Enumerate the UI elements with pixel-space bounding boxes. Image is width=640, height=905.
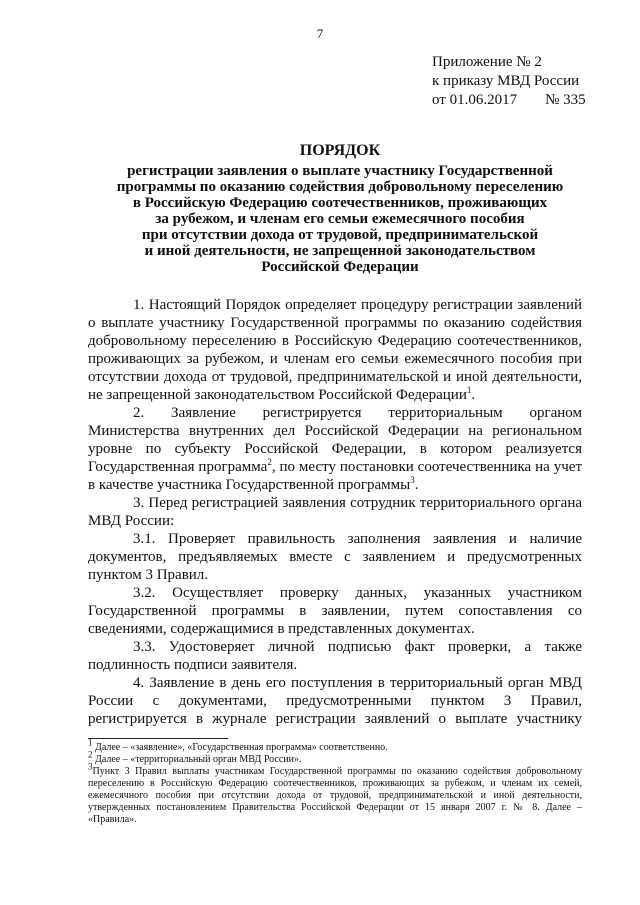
approval-order: к приказу МВД России xyxy=(432,73,580,89)
footnote-2 xyxy=(88,749,582,766)
footnote-2-text: Далее – «территориальный орган МВД России». xyxy=(92,754,302,765)
paragraph-4: 4. Заявление в день его поступления в территориальный орган МВД России с документами, предусмотренными пунктом 3 Правил, регистрируется в журнале регистрации заявлений о выплате участнику xyxy=(88,675,582,727)
paragraph-3-2: 3.2. Осуществляет проверку данных, указанных участником Государственной программы в заявлении, путем сопоставления со сведениями, содержащимися в представленных документах. xyxy=(88,585,582,637)
footnote-3 xyxy=(88,761,582,826)
footnote-ref-2: 2 xyxy=(267,457,272,467)
approval-number: № 335 xyxy=(545,92,586,108)
approval-date: от 01.06.2017 xyxy=(432,92,518,108)
paragraph-1-end: . xyxy=(471,387,476,403)
page-number: 7 xyxy=(316,26,324,41)
approval-appendix: Приложение № 2 xyxy=(432,54,542,70)
title-line: при отсутствии дохода от трудовой, предпринимательской xyxy=(141,227,539,243)
footnote-ref-3: 3 xyxy=(410,475,415,485)
title-line: и иной деятельности, не запрещенной законодательством xyxy=(144,243,536,259)
title-main: ПОРЯДОК xyxy=(299,142,381,159)
footnote-1-text: Далее – «заявление», «Государственная программа» соответственно. xyxy=(92,742,388,753)
approval-block xyxy=(432,53,632,110)
footnote-1 xyxy=(88,737,582,754)
paragraph-3-3: 3.3. Удостоверяет личной подписью факт проверки, а также подлинность подписи заявителя. xyxy=(88,639,582,673)
approval-date-number xyxy=(432,91,632,110)
footnote-divider xyxy=(88,738,228,739)
title-line: за рубежом, и членам его семьи ежемесячного пособия xyxy=(155,211,525,227)
paragraph-2-mid: , по месту постановки соотечественника на учет в качестве участника Государственной программы xyxy=(88,459,582,493)
paragraph-1-text: 1. Настоящий Порядок определяет процедуру регистрации заявлений о выплате участнику Государственной программы по оказанию содействия добровольному переселению в Российскую Федерацию соотечественников, проживающих за рубежом, и членам его семьи ежемесячного пособия при отсутствии дохода от трудовой, предпринимательской и иной деятельности, не запрещенной законодательством Российской Федерации xyxy=(88,297,582,403)
document-body xyxy=(88,296,582,728)
footnote-ref-1: 1 xyxy=(466,385,472,395)
paragraph-1 xyxy=(88,296,582,404)
footnote-3-text: Пункт 3 Правил выплаты участникам Государственной программы по оказанию содействия добровольному переселению в Российскую Федерацию соотечественников, проживающих за рубежом, и членам их семей, ежемесячного пособия при отсутствии дохода от трудовой, предпринимательской и иной деятельности, утвержденных постановлением Правительства Российской Федерации от 15 января 2007 г. № 8. Далее – «Правила». xyxy=(88,766,582,825)
paragraph-2-end: . xyxy=(414,477,419,493)
paragraph-2 xyxy=(88,404,582,494)
document-title xyxy=(60,143,620,275)
footnote-2-mark: 2 xyxy=(88,749,93,760)
title-line: регистрации заявления о выплате участнику Государственной xyxy=(127,163,553,179)
title-line: программы по оказанию содействия добровольному переселению xyxy=(116,179,564,195)
paragraph-3-1: 3.1. Проверяет правильность заполнения заявления и наличие документов, предъявляемых вместе с заявлением и предусмотренных пунктом 3 Правил. xyxy=(88,531,582,583)
title-line: Российской Федерации xyxy=(261,259,419,275)
footnote-1-mark: 1 xyxy=(88,737,93,748)
footnotes xyxy=(88,737,582,826)
paragraph-2-text: 2. Заявление регистрируется территориальным органом Министерства внутренних дел Российской Федерации на региональном уровне по субъекту Российской Федерации, в котором реализуется Государственная программа xyxy=(88,405,582,475)
paragraph-3: 3. Перед регистрацией заявления сотрудник территориального органа МВД России: xyxy=(88,495,582,529)
title-line: в Российскую Федерацию соотечественников, проживающих xyxy=(132,195,548,211)
footnote-3-mark: 3 xyxy=(88,761,93,772)
